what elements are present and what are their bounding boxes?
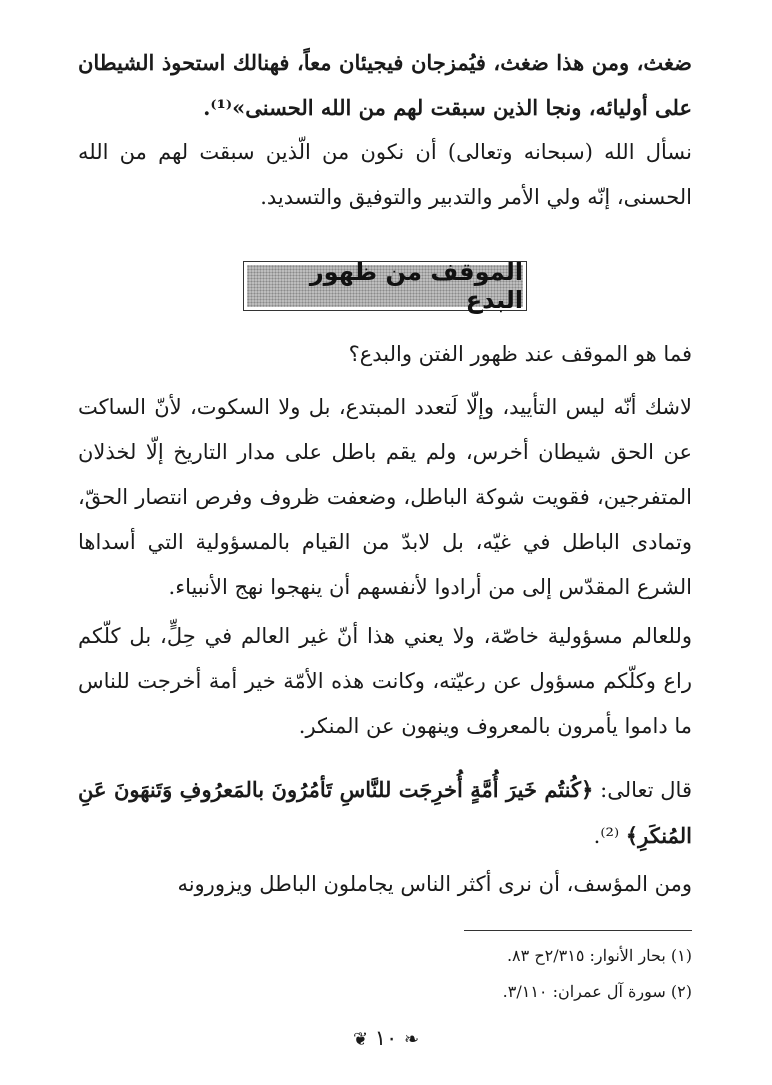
page-number: ١٠: [374, 1026, 398, 1050]
paragraph-hadith-end: ضغث، ومن هذا ضغث، فيُمزجان فيجيئان معاً، فهنالك استحوذ الشيطان على أوليائه، ونجا الذين سبقت لهم من الله الحسنى»⁽¹⁾.: [78, 50, 692, 120]
quran-intro: قال تعالى:: [593, 778, 692, 802]
paragraph-supplication: نسأل الله (سبحانه وتعالى) أن نكون من الّذين سبقت لهم من الله الحسنى، إنّه ولي الأمر والتدبير والتوفيق والتسديد.: [78, 140, 692, 209]
quran-verse: ﴿كُنتُم خَيرَ أُمَّةٍ أُخرِجَت للنَّاسِ تَأمُرُونَ بالمَعرُوفِ وَتَنهَونَ عَنِ المُنكَرِ﴾: [78, 777, 692, 848]
footnote-1: (١) بحار الأنوار: ٢/٣١٥ح ٨٣.: [506, 946, 692, 965]
footnote-2: (٢) سورة آل عمران: ٣/١١٠.: [502, 982, 692, 1001]
paragraph-scholar-responsibility: وللعالم مسؤولية خاصّة، ولا يعني هذا أنّ غير العالم في حِلٍّ، بل كلّكم راع وكلّكم مسؤول عن رعيّته، وكانت هذه الأمّة خير أمة أخرجت للناس ما داموا يأمرون بالمعروف وينهون عن المنكر.: [78, 624, 692, 738]
ornament-right-icon: ❧: [403, 1029, 420, 1050]
section-heading-background: [247, 258, 523, 314]
section-heading-box: [243, 258, 527, 314]
page-number-line: [0, 1026, 772, 1050]
paragraph-question: فما هو الموقف عند ظهور الفتن والبدع؟: [348, 342, 692, 366]
paragraph-answer: لاشك أنّه ليس التأييد، وإلّا لَتعدد المبتدع، بل ولا السكوت، لأنّ الساكت عن الحق شيطان أخرس، ولم يقم باطل على مدار التاريخ إلّا لخذلان المتفرجين، فقويت شوكة الباطل، وضعفت ظروف وفرص انتصار الحقّ، وتمادى الباطل في غيّه، بل لابدّ من القيام بالمسؤولية التي أسداها الشرع المقدّس إلى من أرادوا لأنفسهم أن ينهجوا نهج الأنبياء.: [78, 395, 692, 599]
section-heading: الموقف من ظهور البدع: [309, 258, 523, 314]
ornament-left-icon: ❦: [352, 1029, 369, 1050]
paragraph-regret: ومن المؤسف، أن نرى أكثر الناس يجاملون الباطل ويزورونه: [177, 872, 692, 896]
quran-footnote-ref: ⁽²⁾.: [593, 824, 620, 848]
footnote-separator: [464, 930, 692, 931]
paragraph-quran-citation: [78, 767, 692, 859]
